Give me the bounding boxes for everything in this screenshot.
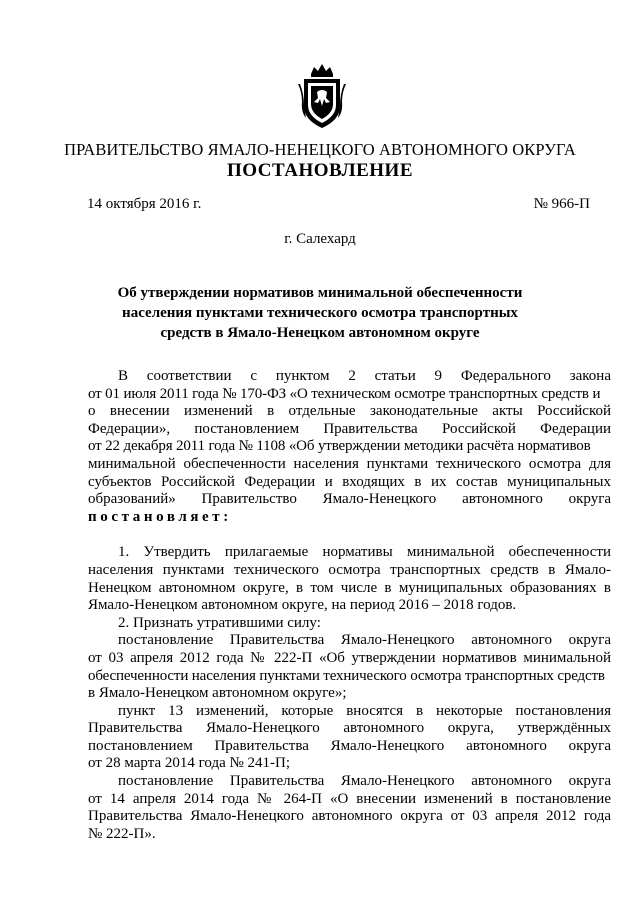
- paragraph-gap: [88, 526, 611, 544]
- body-line: пункт 13 изменений, которые вносятся в некоторые постановления: [118, 702, 611, 719]
- document-type: ПОСТАНОВЛЕНИЕ: [226, 160, 414, 181]
- body-line: Ненецком автономном округе, в том числе в муниципальных образованиях в: [88, 579, 611, 596]
- body-line: от 14 апреля 2014 года № 264-П «О внесении изменений в постановление: [88, 790, 611, 807]
- body-line: минимальной обеспеченности населения пунктами технического осмотра для: [88, 455, 611, 472]
- body-line: 1. Утвердить прилагаемые нормативы минимальной обеспеченности: [118, 544, 611, 561]
- body-line: Федерации», постановлением Правительства Российской Федерации: [88, 420, 611, 437]
- body-line: 2. Признать утратившими силу:: [118, 614, 321, 631]
- government-name: ПРАВИТЕЛЬСТВО ЯМАЛО-НЕНЕЦКОГО АВТОНОМНОГО ОКРУГА: [64, 140, 576, 159]
- document-number: № 966-П: [533, 196, 590, 212]
- body-line: от 22 декабря 2011 года № 1108 «Об утверждении методики расчёта нормативов: [88, 438, 591, 455]
- body-line: Правительства Ямало-Ненецкого автономного округа, утверждённых: [88, 720, 611, 737]
- body-line: постановлением Правительства Ямало-Ненецкого автономного округа: [88, 737, 611, 754]
- body-line: В соответствии с пунктом 2 статьи 9 Федерального закона: [118, 368, 611, 384]
- title-line: населения пунктами технического осмотра транспортных: [122, 305, 518, 321]
- title-line: средств в Ямало-Ненецком автономном округе: [160, 325, 480, 341]
- coat-of-arms-emblem: [296, 62, 348, 130]
- body-line: от 03 апреля 2012 года № 222-П «Об утверждении нормативов минимальной: [88, 649, 611, 666]
- document-body: [88, 368, 611, 843]
- body-line: обеспеченности населения пунктами технического осмотра транспортных средств: [88, 667, 605, 684]
- body-line: от 01 июля 2011 года № 170-ФЗ «О техническом осмотре транспортных средств и: [88, 385, 601, 402]
- body-line: постановление Правительства Ямало-Ненецкого автономного округа: [118, 773, 611, 790]
- body-line: Правительства Ямало-Ненецкого автономного округа от 03 апреля 2012 года: [88, 808, 611, 825]
- body-line: № 222-П».: [88, 825, 156, 842]
- body-line: образований» Правительство Ямало-Ненецкого автономного округа: [88, 491, 611, 508]
- body-line: субъектов Российской Федерации и входящих в их состав муниципальных: [88, 473, 611, 490]
- title-line: Об утверждении нормативов минимальной обеспеченности: [117, 285, 523, 301]
- body-line: от 28 марта 2014 года № 241-П;: [88, 755, 291, 772]
- body-line: о внесении изменений в отдельные законодательные акты Российской: [88, 403, 611, 420]
- body-line: населения пунктами технического осмотра транспортных средств в Ямало-: [88, 561, 611, 578]
- resolution-word: постановляет:: [88, 508, 232, 525]
- document-place: г. Салехард: [284, 231, 356, 247]
- body-line: постановление Правительства Ямало-Ненецкого автономного округа: [118, 632, 611, 649]
- document-date: 14 октября 2016 г.: [87, 196, 202, 212]
- document-title: [0, 283, 640, 343]
- body-line: Ямало-Ненецком автономном округе, на период 2016 – 2018 годов.: [88, 597, 517, 614]
- body-line: в Ямало-Ненецком автономном округе»;: [88, 685, 347, 702]
